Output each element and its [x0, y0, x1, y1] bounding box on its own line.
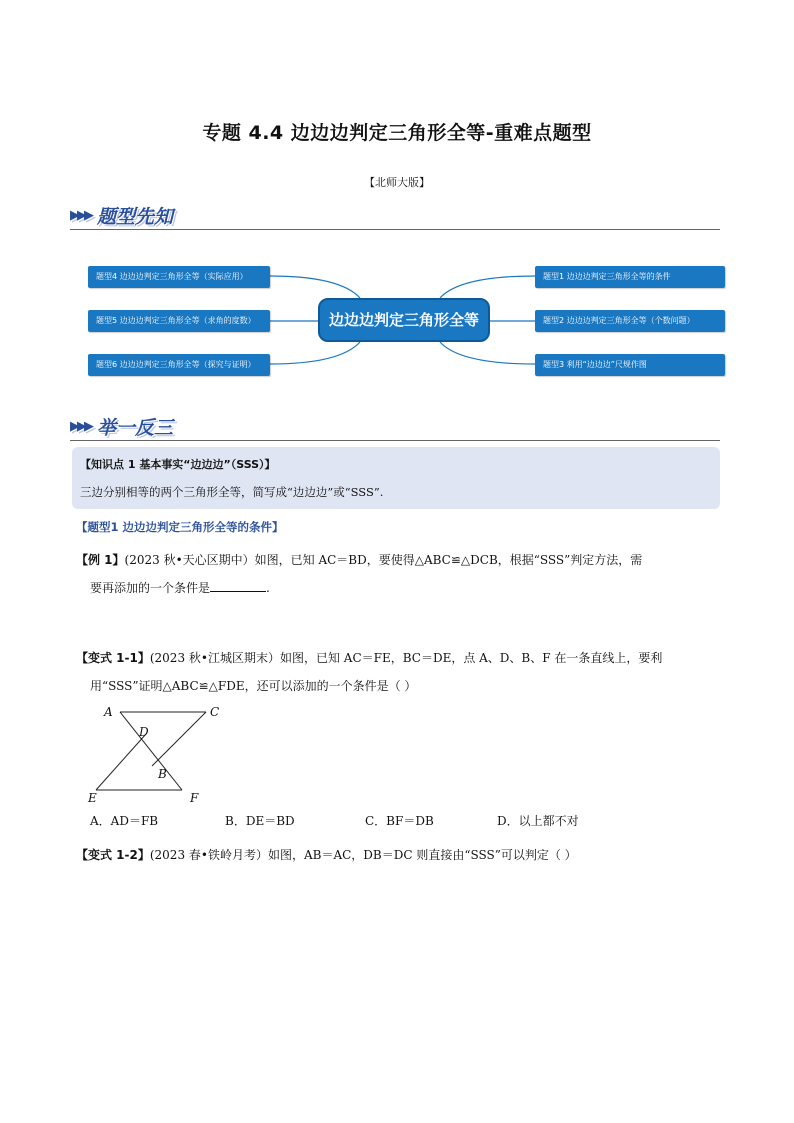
triple-arrow-icon: ▶▶▶: [70, 208, 91, 223]
example1-line2: 要再添加的一个条件是: [90, 581, 211, 595]
point-label-F: F: [190, 791, 199, 805]
page-title: 专题 4.4 边边边判定三角形全等-重难点题型: [202, 122, 592, 144]
option-b[interactable]: B．DE＝BD: [225, 814, 295, 828]
variant1-1: [76, 644, 726, 700]
variant1-2: [76, 841, 726, 869]
mindmap-type3: 题型3 利用“边边边”尺规作图: [535, 354, 725, 376]
example1-label: 【例 1】: [76, 553, 125, 567]
connector-left-1: [270, 276, 360, 298]
point-label-B: B: [158, 767, 167, 781]
point-label-D: D: [139, 725, 149, 739]
section-heading-practice: ▶▶▶ 举一反三: [70, 417, 174, 439]
option-a[interactable]: A．AD＝FB: [90, 814, 159, 828]
mindmap-type2: 题型2 边边边判定三角形全等（个数问题）: [535, 310, 725, 332]
segment-ED: [96, 734, 146, 790]
edition-label: 【北师大版】: [364, 176, 430, 189]
variant1-1-line1: (2023 秋•江城区期末）如图，已知 AC＝FE，BC＝DE，点 A、D、B、F 在一条直线上，要利: [149, 651, 663, 665]
variant1-1-line2: 用“SSS”证明△ABC≌△FDE，还可以添加的一个条件是（ ）: [90, 679, 417, 693]
option-c[interactable]: C．BF＝DB: [365, 814, 434, 828]
triple-arrow-icon: ▶▶▶: [70, 419, 91, 434]
option-d[interactable]: D．以上都不对: [497, 814, 579, 828]
variant1-2-text: (2023 春•铁岭月考）如图，AB＝AC，DB＝DC 则直接由“SSS”可以判定（ ）: [149, 848, 577, 862]
segment-AF: [120, 712, 182, 790]
section-heading-preview: ▶▶▶ 题型先知: [70, 206, 174, 228]
triangle-figure: [86, 702, 226, 806]
segment-CB: [152, 712, 206, 766]
variant1-1-label: 【变式 1-1】: [76, 651, 150, 665]
mindmap-type5: 题型5 边边边判定三角形全等（求角的度数）: [88, 310, 270, 332]
point-label-C: C: [210, 705, 220, 719]
variant1-2-label: 【变式 1-2】: [76, 848, 150, 862]
knowledge-title: 【知识点 1 基本事实“边边边”（SSS）】: [80, 458, 276, 471]
point-label-A: A: [104, 705, 113, 719]
answer-blank: [210, 577, 266, 592]
point-label-E: E: [88, 791, 97, 805]
mindmap-center: 边边边判定三角形全等: [318, 298, 490, 342]
variant1-1-options: [90, 812, 690, 829]
type1-heading: 【题型1 边边边判定三角形全等的条件】: [76, 520, 284, 534]
example1: 【例 1】(2023 秋•天心区期中）如图，已知 AC＝BD，要使得△ABC≌△DCB，根据“SSS”判定方法，需 要再添加的一个条件是 .: [76, 553, 643, 595]
example1-line1: (2023 秋•天心区期中）如图，已知 AC＝BD，要使得△ABC≌△DCB，根据“SSS”判定方法，需: [124, 553, 643, 567]
connector-right-3: [440, 342, 535, 364]
connector-left-3: [270, 342, 360, 364]
knowledge-text: 三边分别相等的两个三角形全等，简写成“边边边”或“SSS”.: [80, 485, 384, 499]
mindmap-type6: 题型6 边边边判定三角形全等（探究与证明）: [88, 354, 270, 376]
mindmap-type4: 题型4 边边边判定三角形全等（实际应用）: [88, 266, 270, 288]
mindmap-type1: 题型1 边边边判定三角形全等的条件: [535, 266, 725, 288]
section-divider: [70, 440, 720, 441]
connector-right-1: [440, 276, 535, 298]
